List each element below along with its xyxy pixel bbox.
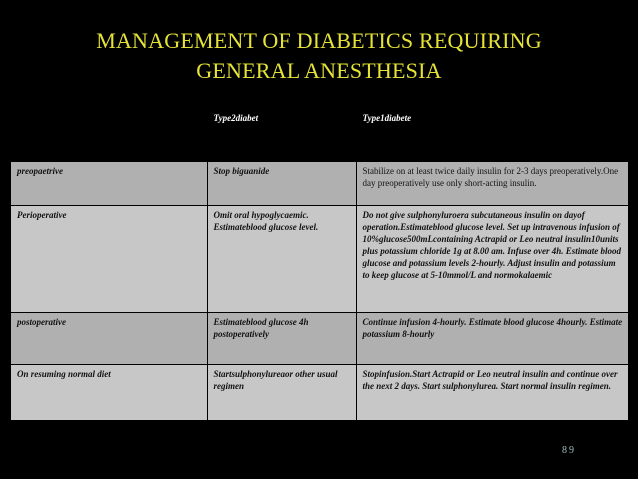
row-type2: Omit oral hypoglycaemic. Estimateblood glucose level. <box>207 206 356 313</box>
row-phase: Perioperative <box>11 206 207 313</box>
table-row-postoperative <box>11 313 628 365</box>
row-type1: Stopinfusion.Start Actrapid or Leo neutral insulin and continue over the next 2 days. Start sulphonylurea. Start normal insulin regimen. <box>356 365 628 421</box>
row-phase: preopaetrive <box>11 162 207 206</box>
slide-title-line-2: GENERAL ANESTHESIA <box>196 58 442 83</box>
row-type1: Do not give sulphonyluroera subcutaneous insulin on dayof operation.Estimateblood glucose level. Set up intravenous infusion of 10%glucose500mLcontaining Actrapid or Leo neutral insulin10units plus potassium chloride 1g at 8.00 am. Infuse over 4h. Estimate blood glucose and potassium levels 2-hourly. Adjust insulin and potassium to keep glucose at 5-10mmol/L and normokalaemic <box>356 206 628 313</box>
table-row-perioperative <box>11 206 628 313</box>
row-type1: Continue infusion 4-hourly. Estimate blood glucose 4hourly. Estimate potassium 8-hourly <box>356 313 628 365</box>
table-row-normal-diet <box>11 365 628 421</box>
table-row-preoperative <box>11 162 628 206</box>
row-type2: Stop biguanide <box>207 162 356 206</box>
header-phase <box>11 90 207 162</box>
slide-title-line-1: MANAGEMENT OF DIABETICS REQUIRING <box>96 28 542 53</box>
row-phase: postoperative <box>11 313 207 365</box>
page-number: 89 <box>562 445 576 456</box>
table-header-row <box>11 90 628 162</box>
row-type2: Estimateblood glucose 4h postoperatively <box>207 313 356 365</box>
row-type2: Startsulphonylureaor other usual regimen <box>207 365 356 421</box>
diabetes-management-table <box>11 90 628 421</box>
slide-title <box>0 26 638 86</box>
header-type2: Type2diabet <box>207 90 356 162</box>
row-type1: Stabilize on at least twice daily insulin for 2-3 days preoperatively.One day preoperatively use only short-acting insulin. <box>356 162 628 206</box>
row-phase: On resuming normal diet <box>11 365 207 421</box>
header-type1: Type1diabete <box>356 90 628 162</box>
